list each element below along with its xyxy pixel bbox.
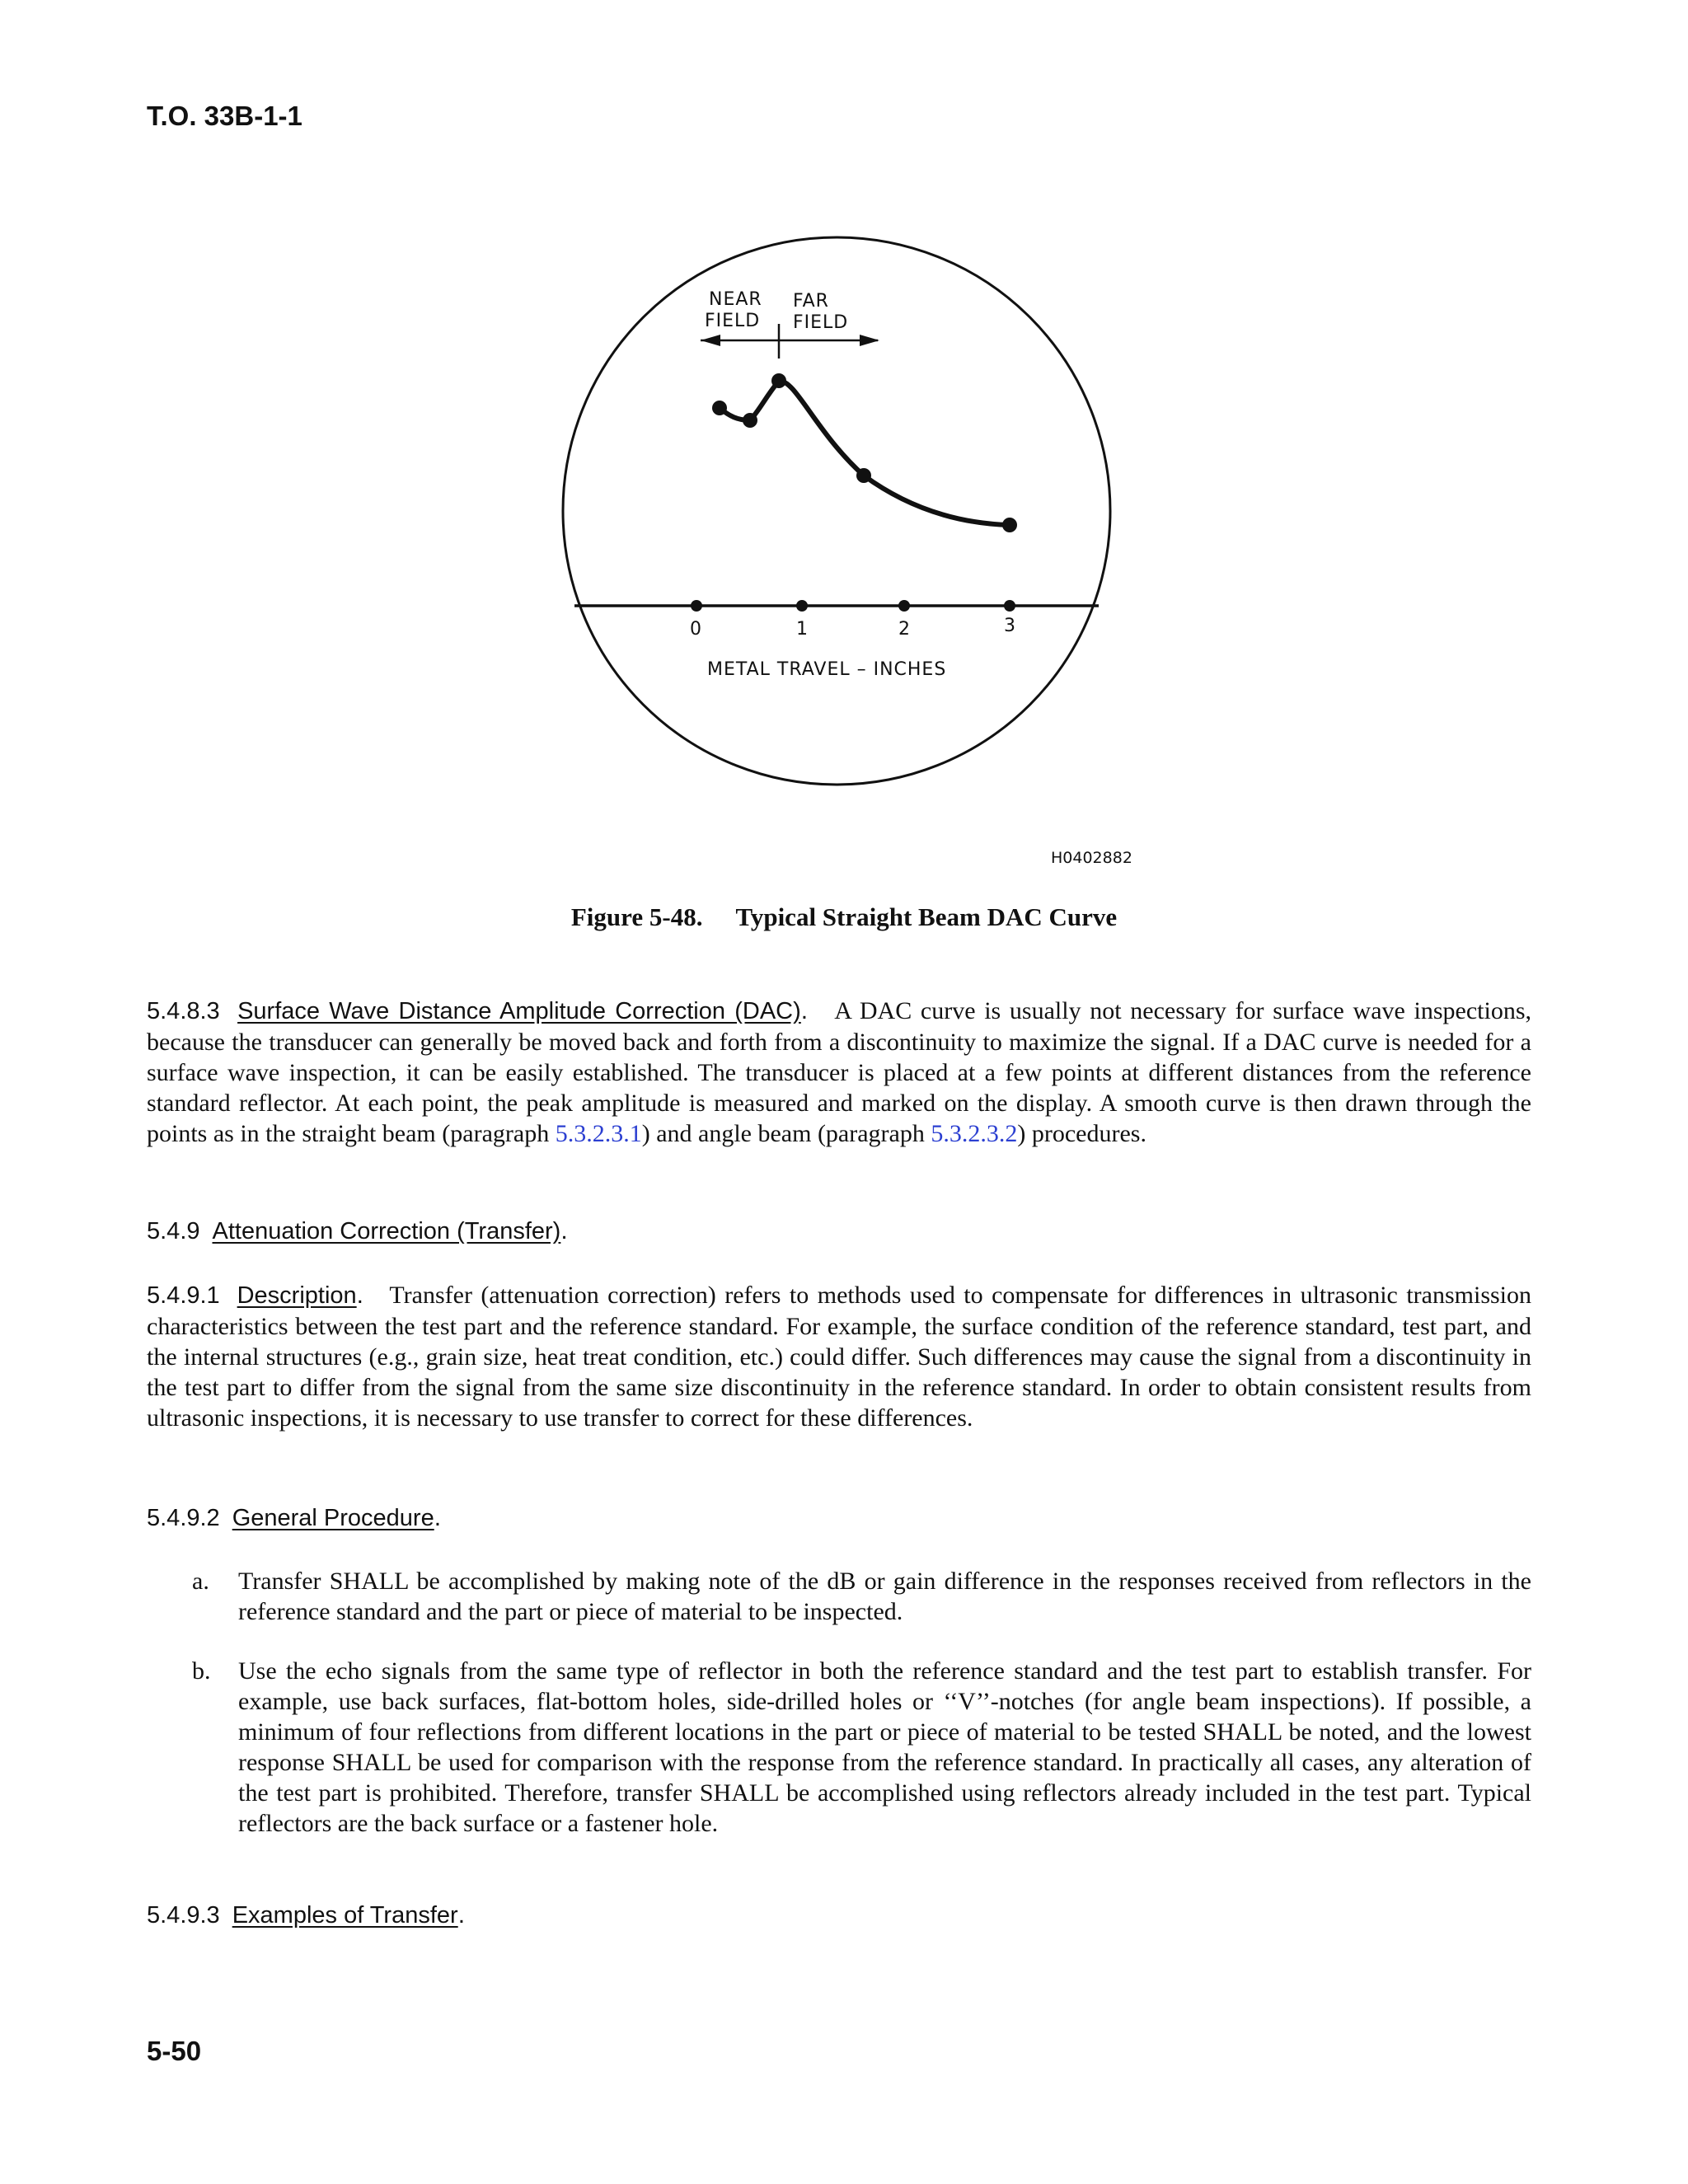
paragraph-text: ) procedures. — [1017, 1120, 1146, 1147]
axis-tick-3 — [1004, 600, 1015, 612]
paragraph-5-4-8-3: 5.4.8.3 Surface Wave Distance Amplitude Correction (DAC). A DAC curve is usually not necessary for surface wave inspections, because the transducer can generally be moved back and forth from a discontinuity to maximize the signal. If a DAC curve is needed for a surface wave inspection, it can be easily established. The transducer is placed at a few points at different distances from the reference standard reflector. At each point, the peak amplitude is measured and marked on the display. A smooth curve is then drawn through the points as in the straight beam (paragraph 5.3.2.3.1) and angle beam (paragraph 5.3.2.3.2) procedures. — [147, 997, 1531, 1147]
list-item-a — [147, 1566, 1531, 1627]
paragraph-link-5-3-2-3-1[interactable]: 5.3.2.3.1 — [555, 1120, 642, 1147]
dac-point — [771, 373, 786, 388]
list-item-b — [147, 1656, 1531, 1839]
document-id: T.O. 33B-1-1 — [147, 101, 302, 131]
list-letter: b. — [192, 1657, 211, 1685]
arrow-right-icon — [860, 335, 879, 346]
dac-curve-line — [720, 381, 1010, 525]
paragraph-5-4-9-1: 5.4.9.1 Description. Transfer (attenuation correction) refers to methods used to compensate for differences in ultrasonic transmission characteristics between the test part and the reference standard. For example, the surface condition of the reference standard, test part, and the internal structures (e.g., grain size, heat treat condition, etc.) could differ. Such differences may cause the signal from a discontinuity in the test part to differ from the signal from the same size discontinuity in the reference standard. In order to obtain consistent results from ultrasonic inspections, it is necessary to use transfer to correct for these differences. — [147, 1282, 1531, 1432]
page-number: 5-50 — [147, 2036, 202, 2066]
paragraph-text: Transfer (attenuation correction) refers to methods used to compensate for differences in ultrasonic transmission characteristics between the test part and the reference standard. For example, the surface condition of the reference standard, test part, and the internal structures (e.g., grain size, heat treat condition, etc.) could differ. Such differences may cause the signal from a discontinuity in the test part to differ from the signal from the same size discontinuity in the reference standard. In order to obtain consistent results from ultrasonic inspections, it is necessary to use transfer to correct for these differences. — [147, 1282, 1531, 1432]
section-number: 5.4.9.3 — [147, 1902, 220, 1929]
axis-label: METAL TRAVEL – INCHES — [707, 659, 947, 680]
section-number: 5.4.9.2 — [147, 1505, 220, 1531]
far-field-label-line1: FAR — [793, 291, 829, 312]
dac-point — [712, 401, 727, 415]
list-item-text: Use the echo signals from the same type of reflector in both the reference standard and the test part to establish transfer. For example, use back surfaces, flat-bottom holes, side-drilled holes or ‘‘V’’-notches (for angle beam inspections). If possible, a minimum of four reflections from different locations in the part or piece of material to be tested SHALL be noted, and the lowest response SHALL be used for comparison with the response from the reference standard. In practically all cases, any alteration of the test part is prohibited. Therefore, transfer SHALL be accomplished using reflectors already included in the test part. Typical reflectors are the back surface or a fastener hole. — [238, 1657, 1531, 1837]
axis-tick-label: 1 — [796, 619, 809, 640]
arrow-left-icon — [701, 335, 720, 346]
section-title: Examples of Transfer — [232, 1902, 458, 1929]
near-field-label-line1: NEAR — [709, 289, 762, 310]
heading-5-4-9-3: 5.4.9.3 Examples of Transfer. — [147, 1901, 466, 1929]
near-field-label-line2: FIELD — [705, 311, 761, 331]
axis-tick-label: 2 — [898, 619, 911, 640]
figure-caption-number: Figure 5-48. — [570, 902, 703, 931]
section-number: 5.4.9.1 — [147, 1282, 220, 1309]
section-title: Attenuation Correction (Transfer) — [212, 1218, 561, 1244]
paragraph-text: ) and angle beam (paragraph — [641, 1120, 931, 1147]
heading-5-4-9: 5.4.9 Attenuation Correction (Transfer). — [147, 1217, 568, 1244]
section-number: 5.4.8.3 — [147, 998, 220, 1024]
figure-caption-title: Typical Straight Beam DAC Curve — [735, 902, 1118, 931]
section-title: Description — [237, 1282, 357, 1309]
dac-curve-figure — [544, 235, 1137, 894]
dac-point — [856, 468, 871, 483]
far-field-label-line2: FIELD — [793, 312, 849, 333]
axis-tick-label: 0 — [690, 619, 702, 640]
section-title: Surface Wave Distance Amplitude Correction (DAC) — [237, 998, 801, 1024]
figure-caption — [0, 902, 1688, 932]
dac-point — [743, 413, 757, 428]
dac-point — [1002, 518, 1017, 532]
figure-id: H0402882 — [1051, 849, 1132, 867]
heading-5-4-9-2: 5.4.9.2 General Procedure. — [147, 1504, 442, 1531]
axis-tick-2 — [898, 600, 910, 612]
axis-tick-0 — [691, 600, 702, 612]
axis-tick-label: 3 — [1004, 616, 1016, 636]
section-number: 5.4.9 — [147, 1218, 200, 1244]
axis-tick-1 — [796, 600, 808, 612]
paragraph-text: A DAC curve is usually not necessary for surface wave inspections, because the transducer can generally be moved back and forth from a discontinuity to maximize the signal. If a DAC curve is needed for a surface wave inspection, it can be easily established. The transducer is placed at a few points at different distances from the reference standard reflector. At each point, the peak amplitude is measured and marked on the display. A smooth curve is then drawn through the points as in the straight beam (paragraph — [147, 997, 1531, 1147]
paragraph-link-5-3-2-3-2[interactable]: 5.3.2.3.2 — [931, 1120, 1018, 1147]
list-letter: a. — [192, 1568, 209, 1595]
section-title: General Procedure — [232, 1505, 434, 1531]
list-item-text: Transfer SHALL be accomplished by making note of the dB or gain difference in the responses received from reflectors in the reference standard and the part or piece of material to be inspected. — [238, 1568, 1531, 1625]
